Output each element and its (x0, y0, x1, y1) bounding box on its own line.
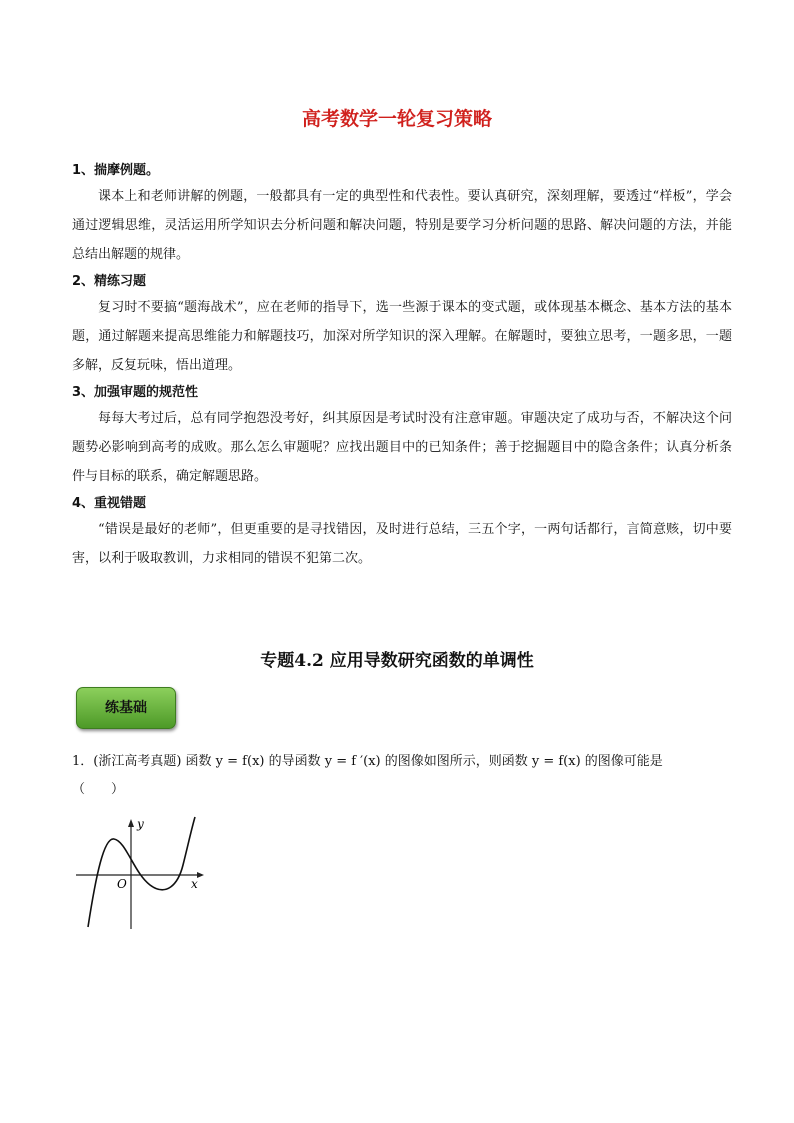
section-heading: 2、精练习题 (72, 274, 147, 289)
derivative-graph (74, 815, 206, 933)
section-heading: 4、重视错题 (72, 496, 147, 511)
question-stem: 1．(浙江高考真题) 函数 y = f(x) 的导函数 y = f ′(x) 的图像如图所示，则函数 y = f(x) 的图像可能是 (72, 754, 663, 769)
y-axis-label: y (137, 817, 144, 831)
origin-label: O (117, 877, 127, 891)
answer-blank: （ ） (72, 782, 125, 797)
page-title: 高考数学一轮复习策略 (301, 108, 492, 130)
section-4 (72, 493, 732, 573)
section-body: 课本上和老师讲解的例题，一般都具有一定的典型性和代表性。要认真研究，深刻理解，要透过“样板”，学会通过逻辑思维，灵活运用所学知识去分析问题和解决问题，特别是要学习分析问题的思路、解决问题的方法，并能总结出解题的规律。 (72, 189, 732, 262)
question-1 (72, 748, 732, 804)
section-body: 每每大考过后，总有同学抱怨没考好，纠其原因是考试时没有注意审题。审题决定了成功与否，不解决这个问题势必影响到高考的成败。那么怎么审题呢？应找出题目中的已知条件；善于挖掘题目中的隐含条件；认真分析条件与目标的联系，确定解题思路。 (72, 411, 732, 484)
derivative-curve (88, 817, 195, 927)
x-axis-arrow (197, 872, 204, 878)
section-body: 复习时不要搞“题海战术”，应在老师的指导下，选一些源于课本的变式题，或体现基本概念、基本方法的基本题，通过解题来提高思维能力和解题技巧，加深对所学知识的深入理解。在解题时，要独立思考，一题多思，一题多解，反复玩味，悟出道理。 (72, 300, 732, 373)
section-heading: 1、揣摩例题。 (72, 163, 160, 178)
y-axis-arrow (128, 819, 134, 827)
section-3 (72, 382, 732, 491)
section-heading: 3、加强审题的规范性 (72, 385, 199, 400)
strategy-sections (72, 160, 732, 575)
practice-basics-button[interactable]: 练基础 (76, 687, 176, 729)
x-axis-label: x (191, 877, 198, 891)
section-1 (72, 160, 732, 269)
section-body: “错误是最好的老师”，但更重要的是寻找错因，及时进行总结，三五个字，一两句话都行，言简意赅，切中要害，以利于吸取教训，力求相同的错误不犯第二次。 (72, 522, 732, 566)
section-2 (72, 271, 732, 380)
topic-title: 专题4.2 应用导数研究函数的单调性 (260, 651, 534, 671)
